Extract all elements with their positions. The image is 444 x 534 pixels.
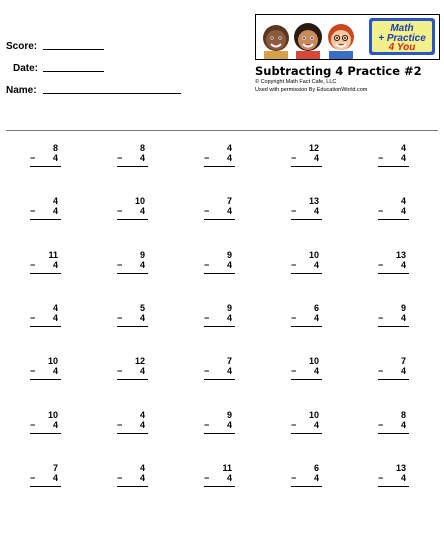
answer-line xyxy=(30,486,61,487)
subtrahend-row xyxy=(204,473,232,483)
subtrahend-row xyxy=(30,313,58,323)
subtrahend-row xyxy=(291,260,319,270)
math-practice-banner xyxy=(255,14,440,60)
subtrahend-row xyxy=(30,260,58,270)
subtrahend-row xyxy=(30,153,58,163)
minus-sign: − xyxy=(378,260,384,270)
minuend: 7 xyxy=(226,356,232,366)
subtrahend: 4 xyxy=(400,473,406,483)
minuend: 6 xyxy=(313,463,319,473)
subtrahend: 4 xyxy=(139,260,145,270)
minus-sign: − xyxy=(30,473,36,483)
minuend: 7 xyxy=(400,356,406,366)
answer-line xyxy=(30,433,61,434)
answer-line xyxy=(291,219,322,220)
minus-sign: − xyxy=(117,206,123,216)
minuend: 4 xyxy=(52,303,58,313)
answer-line xyxy=(204,166,235,167)
kids-illustration xyxy=(256,15,371,59)
minus-sign: − xyxy=(291,473,297,483)
subtrahend-row xyxy=(30,473,58,483)
subtrahend-row xyxy=(291,206,319,216)
answer-line xyxy=(30,326,61,327)
minuend: 11 xyxy=(48,250,58,260)
answer-line xyxy=(30,273,61,274)
minus-sign: − xyxy=(204,260,210,270)
minus-sign: − xyxy=(30,260,36,270)
subtrahend-row xyxy=(378,313,406,323)
subtraction-problem xyxy=(30,463,58,493)
subtrahend: 4 xyxy=(400,366,406,376)
subtrahend: 4 xyxy=(52,420,58,430)
subtraction-problem xyxy=(30,303,58,333)
subtrahend: 4 xyxy=(226,473,232,483)
subtraction-problem xyxy=(378,356,406,386)
score-field[interactable] xyxy=(43,49,104,50)
minuend: 11 xyxy=(222,463,232,473)
subtrahend: 4 xyxy=(313,420,319,430)
minus-sign: − xyxy=(378,206,384,216)
name-label: Name: xyxy=(6,85,37,96)
minuend: 9 xyxy=(400,303,406,313)
subtrahend-row xyxy=(204,366,232,376)
subtrahend: 4 xyxy=(313,366,319,376)
minus-sign: − xyxy=(30,366,36,376)
subtrahend-row xyxy=(204,313,232,323)
subtraction-problem xyxy=(378,196,406,226)
minuend: 6 xyxy=(313,303,319,313)
subtraction-problem xyxy=(204,463,232,493)
subtraction-problem xyxy=(117,356,145,386)
subtraction-problem xyxy=(30,143,58,173)
minuend: 10 xyxy=(308,410,319,420)
minuend: 9 xyxy=(226,250,232,260)
minus-sign: − xyxy=(378,153,384,163)
minuend: 7 xyxy=(52,463,58,473)
answer-line xyxy=(117,273,148,274)
answer-line xyxy=(291,326,322,327)
subtraction-problem xyxy=(204,196,232,226)
subtrahend: 4 xyxy=(139,473,145,483)
subtrahend-row xyxy=(291,420,319,430)
answer-line xyxy=(117,379,148,380)
answer-line xyxy=(378,379,409,380)
subtrahend: 4 xyxy=(52,206,58,216)
subtrahend: 4 xyxy=(139,153,145,163)
subtraction-problem xyxy=(204,143,232,173)
subtrahend: 4 xyxy=(52,366,58,376)
minus-sign: − xyxy=(291,313,297,323)
minus-sign: − xyxy=(117,313,123,323)
minus-sign: − xyxy=(291,206,297,216)
subtrahend-row xyxy=(378,473,406,483)
answer-line xyxy=(378,273,409,274)
minuend: 13 xyxy=(395,463,406,473)
minus-sign: − xyxy=(204,313,210,323)
subtrahend: 4 xyxy=(313,473,319,483)
subtrahend-row xyxy=(378,366,406,376)
subtrahend-row xyxy=(117,420,145,430)
minuend: 12 xyxy=(134,356,145,366)
minuend: 4 xyxy=(52,196,58,206)
subtrahend: 4 xyxy=(226,313,232,323)
answer-line xyxy=(117,326,148,327)
subtraction-problem xyxy=(117,463,145,493)
minus-sign: − xyxy=(378,366,384,376)
minuend: 9 xyxy=(139,250,145,260)
subtrahend-row xyxy=(204,153,232,163)
minus-sign: − xyxy=(30,206,36,216)
subtrahend-row xyxy=(117,366,145,376)
subtrahend-row xyxy=(117,260,145,270)
subtrahend: 4 xyxy=(400,153,406,163)
subtraction-problem xyxy=(204,356,232,386)
date-field[interactable] xyxy=(43,71,104,72)
subtrahend-row xyxy=(204,420,232,430)
subtrahend: 4 xyxy=(313,313,319,323)
date-label: Date: xyxy=(13,63,39,74)
subtrahend-row xyxy=(291,313,319,323)
subtraction-problem xyxy=(117,250,145,280)
subtrahend: 4 xyxy=(52,153,58,163)
subtrahend-row xyxy=(117,313,145,323)
score-label: Score: xyxy=(6,41,38,52)
answer-line xyxy=(30,166,61,167)
answer-line xyxy=(117,486,148,487)
subtraction-problem xyxy=(30,250,58,280)
subtraction-problem xyxy=(378,143,406,173)
subtrahend-row xyxy=(117,206,145,216)
subtrahend: 4 xyxy=(226,366,232,376)
minuend: 5 xyxy=(139,303,145,313)
worksheet-title: Subtracting 4 Practice #2 xyxy=(255,64,422,78)
subtrahend-row xyxy=(204,260,232,270)
subtraction-problem xyxy=(291,196,319,226)
subtraction-problem xyxy=(291,463,319,493)
subtraction-problem xyxy=(291,250,319,280)
minus-sign: − xyxy=(117,260,123,270)
subtraction-problem xyxy=(378,463,406,493)
answer-line xyxy=(291,166,322,167)
answer-line xyxy=(117,166,148,167)
subtraction-problem xyxy=(117,303,145,333)
minuend: 10 xyxy=(134,196,145,206)
subtrahend: 4 xyxy=(226,206,232,216)
minus-sign: − xyxy=(30,153,36,163)
answer-line xyxy=(378,486,409,487)
header-divider xyxy=(6,130,438,131)
answer-line xyxy=(204,433,235,434)
minus-sign: − xyxy=(117,473,123,483)
minuend: 9 xyxy=(226,303,232,313)
minuend: 4 xyxy=(400,143,406,153)
subtraction-problem xyxy=(291,143,319,173)
answer-line xyxy=(117,219,148,220)
subtrahend: 4 xyxy=(52,260,58,270)
answer-line xyxy=(204,273,235,274)
subtraction-problem xyxy=(117,196,145,226)
minus-sign: − xyxy=(30,313,36,323)
minuend: 8 xyxy=(52,143,58,153)
answer-line xyxy=(378,433,409,434)
minuend: 8 xyxy=(139,143,145,153)
minuend: 4 xyxy=(139,410,145,420)
subtrahend-row xyxy=(30,366,58,376)
minus-sign: − xyxy=(117,153,123,163)
minus-sign: − xyxy=(291,366,297,376)
minus-sign: − xyxy=(378,473,384,483)
answer-line xyxy=(378,219,409,220)
subtraction-problem xyxy=(378,303,406,333)
subtrahend-row xyxy=(291,473,319,483)
minus-sign: − xyxy=(117,366,123,376)
math-practice-logo: Math + Practice 4 You xyxy=(369,18,435,55)
subtrahend: 4 xyxy=(226,420,232,430)
answer-line xyxy=(204,219,235,220)
minus-sign: − xyxy=(204,153,210,163)
minuend: 12 xyxy=(308,143,319,153)
answer-line xyxy=(291,379,322,380)
subtrahend-row xyxy=(30,206,58,216)
answer-line xyxy=(30,379,61,380)
subtraction-problem xyxy=(378,410,406,440)
minuend: 4 xyxy=(400,196,406,206)
subtrahend: 4 xyxy=(139,420,145,430)
subtrahend: 4 xyxy=(52,473,58,483)
minus-sign: − xyxy=(117,420,123,430)
minus-sign: − xyxy=(204,473,210,483)
subtrahend: 4 xyxy=(400,420,406,430)
subtrahend: 4 xyxy=(52,313,58,323)
answer-line xyxy=(204,486,235,487)
subtrahend-row xyxy=(291,366,319,376)
subtrahend-row xyxy=(117,473,145,483)
answer-line xyxy=(291,433,322,434)
subtraction-problem xyxy=(291,303,319,333)
minuend: 10 xyxy=(308,250,319,260)
answer-line xyxy=(291,273,322,274)
subtrahend-row xyxy=(378,206,406,216)
subtrahend: 4 xyxy=(226,153,232,163)
name-field[interactable] xyxy=(43,93,181,94)
minus-sign: − xyxy=(291,153,297,163)
subtraction-problem xyxy=(30,410,58,440)
subtraction-problem xyxy=(30,356,58,386)
minus-sign: − xyxy=(378,313,384,323)
answer-line xyxy=(204,326,235,327)
subtraction-problem xyxy=(378,250,406,280)
subtrahend: 4 xyxy=(313,153,319,163)
subtrahend-row xyxy=(291,153,319,163)
minuend: 10 xyxy=(47,410,58,420)
subtraction-problem xyxy=(291,410,319,440)
permission-text: Used with permission By EducationWorld.com xyxy=(255,87,368,93)
minus-sign: − xyxy=(204,420,210,430)
subtrahend: 4 xyxy=(313,206,319,216)
subtrahend-row xyxy=(30,420,58,430)
subtraction-problem xyxy=(291,356,319,386)
answer-line xyxy=(204,379,235,380)
answer-line xyxy=(30,219,61,220)
subtrahend: 4 xyxy=(139,206,145,216)
subtrahend-row xyxy=(378,420,406,430)
subtrahend-row xyxy=(378,153,406,163)
subtrahend: 4 xyxy=(400,206,406,216)
subtrahend-row xyxy=(204,206,232,216)
subtraction-problem xyxy=(204,303,232,333)
minus-sign: − xyxy=(204,366,210,376)
subtraction-problem xyxy=(117,410,145,440)
subtrahend: 4 xyxy=(139,366,145,376)
answer-line xyxy=(291,486,322,487)
minuend: 13 xyxy=(395,250,406,260)
answer-line xyxy=(378,326,409,327)
subtrahend: 4 xyxy=(400,260,406,270)
minuend: 7 xyxy=(226,196,232,206)
minus-sign: − xyxy=(291,420,297,430)
minuend: 10 xyxy=(308,356,319,366)
minuend: 10 xyxy=(47,356,58,366)
subtraction-problem xyxy=(204,250,232,280)
subtraction-problem xyxy=(30,196,58,226)
answer-line xyxy=(117,433,148,434)
copyright-text: © Copyright Math Fact Cafe, LLC xyxy=(255,79,337,85)
subtrahend-row xyxy=(117,153,145,163)
subtraction-problem xyxy=(117,143,145,173)
subtrahend: 4 xyxy=(226,260,232,270)
minuend: 9 xyxy=(226,410,232,420)
minuend: 13 xyxy=(308,196,319,206)
subtrahend-row xyxy=(378,260,406,270)
subtrahend: 4 xyxy=(400,313,406,323)
minuend: 4 xyxy=(226,143,232,153)
minus-sign: − xyxy=(204,206,210,216)
subtrahend: 4 xyxy=(313,260,319,270)
minuend: 4 xyxy=(139,463,145,473)
minus-sign: − xyxy=(378,420,384,430)
minuend: 8 xyxy=(400,410,406,420)
minus-sign: − xyxy=(30,420,36,430)
subtrahend: 4 xyxy=(139,313,145,323)
subtraction-problem xyxy=(204,410,232,440)
minus-sign: − xyxy=(291,260,297,270)
answer-line xyxy=(378,166,409,167)
